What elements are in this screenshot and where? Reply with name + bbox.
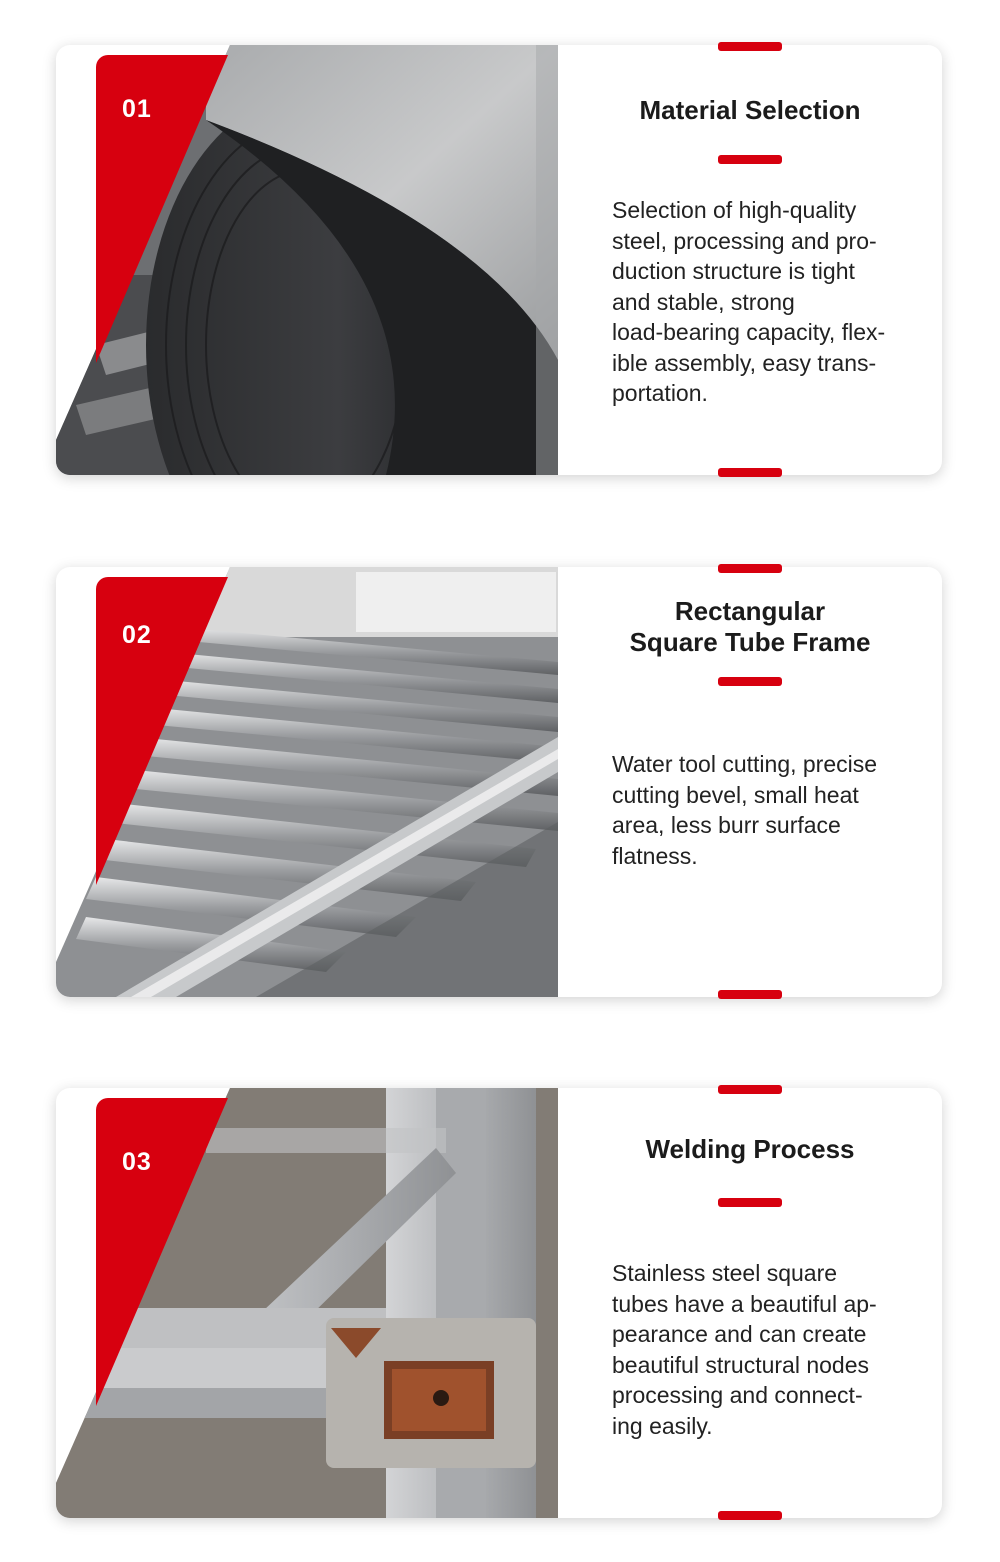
step-description: Selection of high-quality steel, processing and pro- duction structure is tight and stable, strong load-bearing capacity, flex- ible assembly, easy trans- portation. xyxy=(612,197,886,406)
top-red-bar xyxy=(718,42,782,51)
step-description: Stainless steel square tubes have a beautiful ap- pearance and can create beautiful structural nodes processing and connect- ing easily. xyxy=(612,1260,877,1439)
step-card-3 xyxy=(56,1088,942,1518)
step-number: 03 xyxy=(122,1148,152,1176)
title-underline-bar xyxy=(718,1198,782,1207)
step-title: Material Selection xyxy=(639,95,861,125)
step-card-2 xyxy=(56,567,942,997)
step-number: 02 xyxy=(122,621,152,649)
step-description: Water tool cutting, precise cutting bevel, small heat area, less burr surface flatness. xyxy=(612,751,878,869)
bottom-red-bar xyxy=(718,468,782,477)
step-number: 01 xyxy=(122,95,152,123)
title-underline-bar xyxy=(718,155,782,164)
step-title: Welding Process xyxy=(645,1134,855,1164)
title-underline-bar xyxy=(718,677,782,686)
top-red-bar xyxy=(718,564,782,573)
bottom-red-bar xyxy=(718,990,782,999)
top-red-bar xyxy=(718,1085,782,1094)
step-title: Rectangular Square Tube Frame xyxy=(629,596,871,657)
step-card-1 xyxy=(56,45,942,475)
bottom-red-bar xyxy=(718,1511,782,1520)
